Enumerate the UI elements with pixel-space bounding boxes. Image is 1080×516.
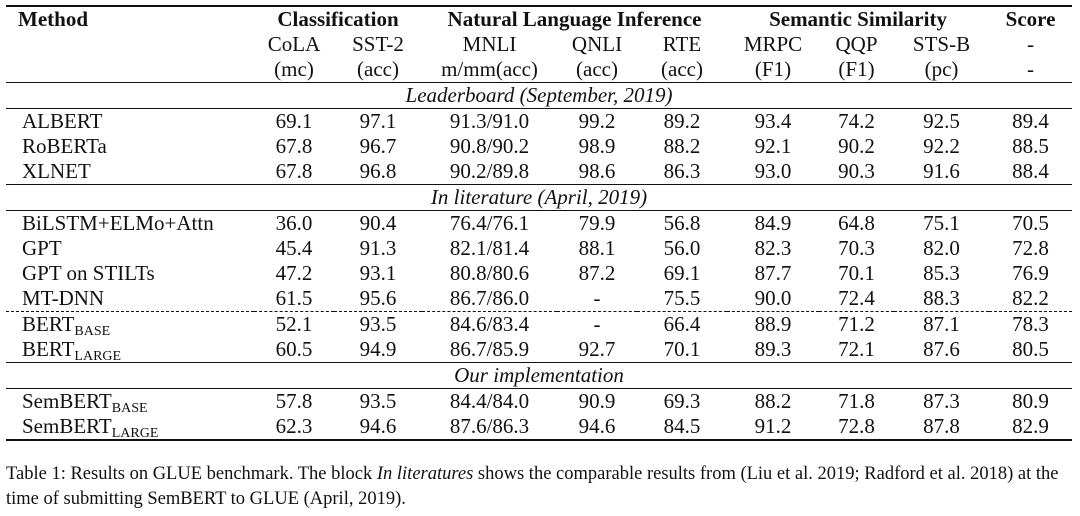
score-cell: 88.2	[663, 134, 701, 158]
semantic-similarity-header: Semantic Similarity	[727, 6, 989, 32]
table-row	[6, 236, 1072, 261]
score-cell: 88.5	[1012, 134, 1049, 158]
score-cell: 87.8	[894, 414, 989, 440]
score-cell: 82.1/81.4	[449, 236, 530, 260]
table-row	[6, 109, 1072, 135]
score-cell: 92.2	[923, 134, 960, 158]
score-cell: 70.1	[838, 261, 875, 285]
method-name-cell	[6, 414, 254, 440]
score-cell: 93.5	[334, 389, 422, 415]
method-name: MT-DNN	[22, 286, 105, 310]
score-cell: 66.4	[637, 312, 727, 338]
method-name-cell	[6, 236, 254, 261]
header-group-row	[6, 6, 1072, 32]
section-leaderboard: Leaderboard (September, 2019)	[6, 83, 1072, 109]
score-cell: 90.2/89.8	[449, 159, 530, 183]
task-sst2: SST-2	[352, 32, 404, 56]
score-cell: 93.1	[359, 261, 397, 285]
score-cell: 90.0	[754, 286, 792, 310]
method-name: SemBERT	[22, 414, 112, 438]
score-cell: 80.8/80.6	[449, 261, 530, 285]
score-cell: 91.6	[923, 159, 960, 183]
score-cell: 84.4/84.0	[422, 389, 557, 415]
score-cell: 82.9	[989, 414, 1072, 440]
score-cell: 86.3	[663, 159, 701, 183]
score-cell: 87.7	[754, 261, 792, 285]
table-row	[6, 337, 1072, 363]
score-cell: 72.8	[1012, 236, 1049, 260]
method-name-cell	[6, 159, 254, 185]
metric-rte: (acc)	[661, 57, 703, 81]
metric-qqp: (F1)	[838, 57, 875, 81]
method-name-cell	[6, 312, 254, 338]
task-score: -	[1027, 32, 1035, 56]
method-name-cell	[6, 109, 254, 135]
score-cell: 84.6/83.4	[422, 312, 557, 338]
score-cell: 93.4	[727, 109, 819, 135]
score-cell: 60.5	[275, 337, 313, 361]
score-cell: 74.2	[819, 109, 894, 135]
task-mrpc: MRPC	[743, 32, 803, 56]
score-cell: 57.8	[254, 389, 334, 415]
method-name: GPT	[22, 236, 62, 260]
table-row	[6, 286, 1072, 312]
table-row	[6, 261, 1072, 286]
model-size-subscript: LARGE	[111, 426, 159, 441]
header-task-row	[6, 32, 1072, 57]
metric-stsb: (pc)	[924, 57, 959, 81]
score-cell: 87.6	[923, 337, 960, 361]
score-cell: 82.2	[1012, 286, 1049, 310]
score-cell: 72.4	[838, 286, 875, 310]
caption-text: Table 1: Results on GLUE benchmark. The block	[6, 464, 377, 484]
score-cell: 95.6	[359, 286, 397, 310]
score-cell: 56.0	[663, 236, 701, 260]
score-cell: 70.3	[838, 236, 875, 260]
score-cell: 76.4/76.1	[422, 211, 557, 237]
score-cell: 62.3	[254, 414, 334, 440]
model-size-subscript: BASE	[111, 401, 148, 416]
score-cell: -	[593, 286, 601, 310]
task-qqp: QQP	[835, 32, 878, 56]
score-cell: 88.3	[923, 286, 960, 310]
score-cell: 70.1	[663, 337, 701, 361]
score-cell: 56.8	[637, 211, 727, 237]
score-cell: 72.8	[819, 414, 894, 440]
section-row	[6, 83, 1072, 109]
score-cell: 79.9	[557, 211, 637, 237]
score-cell: 47.2	[275, 261, 313, 285]
score-cell: 80.9	[989, 389, 1072, 415]
section-row	[6, 363, 1072, 389]
score-cell: 67.8	[275, 134, 313, 158]
score-cell: 98.6	[578, 159, 616, 183]
score-cell: 92.7	[578, 337, 616, 361]
table-caption	[6, 462, 1076, 512]
score-cell: 99.2	[557, 109, 637, 135]
method-header: Method	[6, 6, 254, 32]
method-name-cell	[6, 286, 254, 312]
header-metric-row	[6, 57, 1072, 83]
score-cell: 89.2	[637, 109, 727, 135]
score-cell: 36.0	[254, 211, 334, 237]
method-name: GPT on STILTs	[22, 261, 155, 285]
score-cell: 87.1	[894, 312, 989, 338]
metric-mrpc: (F1)	[754, 57, 792, 81]
table-row	[6, 312, 1072, 338]
method-name: ALBERT	[22, 109, 103, 133]
table-row	[6, 159, 1072, 185]
method-name-cell	[6, 211, 254, 237]
table-row	[6, 414, 1072, 440]
metric-qnli: (acc)	[576, 57, 618, 81]
score-cell: 91.2	[727, 414, 819, 440]
score-cell: 78.3	[989, 312, 1072, 338]
method-name: RoBERTa	[22, 134, 107, 158]
score-cell: 93.5	[334, 312, 422, 338]
table-row	[6, 389, 1072, 415]
score-cell: 87.6/86.3	[422, 414, 557, 440]
classification-header: Classification	[254, 6, 422, 32]
method-name-cell	[6, 389, 254, 415]
score-cell: 87.3	[894, 389, 989, 415]
score-cell: 67.8	[275, 159, 313, 183]
nli-header: Natural Language Inference	[422, 6, 727, 32]
method-name: SemBERT	[22, 389, 112, 413]
score-cell: 69.1	[254, 109, 334, 135]
score-cell: 94.6	[557, 414, 637, 440]
score-cell: 88.2	[727, 389, 819, 415]
score-cell: 87.2	[578, 261, 616, 285]
score-cell: 84.5	[637, 414, 727, 440]
score-cell: 90.4	[334, 211, 422, 237]
score-cell: 69.1	[663, 261, 701, 285]
score-cell: 89.4	[989, 109, 1072, 135]
score-cell: 70.5	[989, 211, 1072, 237]
task-stsb: STS-B	[912, 32, 971, 56]
score-cell: 69.3	[637, 389, 727, 415]
score-cell: 75.5	[663, 286, 701, 310]
metric-score: -	[1027, 57, 1035, 81]
score-cell: 71.2	[819, 312, 894, 338]
score-cell: 86.7/86.0	[449, 286, 530, 310]
score-cell: 71.8	[819, 389, 894, 415]
score-cell: 88.1	[578, 236, 616, 260]
score-cell: 96.8	[359, 159, 397, 183]
score-cell: 86.7/85.9	[449, 337, 530, 361]
score-cell: 82.0	[923, 236, 960, 260]
score-cell: 92.1	[754, 134, 792, 158]
task-rte: RTE	[662, 32, 702, 56]
score-cell: 61.5	[275, 286, 313, 310]
score-cell: 94.9	[359, 337, 397, 361]
score-cell: 45.4	[275, 236, 313, 260]
section-row	[6, 185, 1072, 211]
score-cell: 94.6	[334, 414, 422, 440]
score-cell: 80.5	[1012, 337, 1049, 361]
table-row	[6, 134, 1072, 159]
method-name-cell	[6, 261, 254, 286]
score-cell: 93.0	[754, 159, 792, 183]
model-size-subscript: BASE	[74, 324, 111, 339]
method-name: BiLSTM+ELMo+Attn	[22, 211, 214, 235]
metric-cola: (mc)	[274, 57, 314, 81]
score-cell: 90.9	[557, 389, 637, 415]
score-header: Score	[989, 6, 1072, 32]
task-cola: CoLA	[267, 32, 321, 56]
score-cell: 98.9	[578, 134, 616, 158]
section-ours: Our implementation	[6, 363, 1072, 389]
method-name: BERT	[22, 312, 75, 336]
score-cell: 90.8/90.2	[449, 134, 530, 158]
task-mnli: MNLI	[462, 32, 517, 56]
score-cell: 90.2	[838, 134, 875, 158]
metric-sst2: (acc)	[357, 57, 399, 81]
score-cell: 91.3/91.0	[422, 109, 557, 135]
score-cell: 82.3	[754, 236, 792, 260]
caption-text-rest: shows the comparable results from (Liu et al. 2019; Radford et al. 2018) at the time of submitting SemBERT to GLUE (April, 2019).	[6, 464, 1059, 509]
score-cell: 85.3	[923, 261, 960, 285]
method-name: XLNET	[22, 159, 91, 183]
score-cell: 88.9	[727, 312, 819, 338]
method-name-cell	[6, 134, 254, 159]
score-cell: 92.5	[894, 109, 989, 135]
score-cell: -	[557, 312, 637, 338]
score-cell: 97.1	[334, 109, 422, 135]
caption-emphasis: In literatures	[376, 464, 474, 484]
score-cell: 75.1	[894, 211, 989, 237]
score-cell: 96.7	[359, 134, 397, 158]
score-cell: 72.1	[838, 337, 875, 361]
score-cell: 64.8	[819, 211, 894, 237]
metric-mnli: m/mm(acc)	[441, 57, 538, 81]
method-name-cell	[6, 337, 254, 363]
score-cell: 84.9	[727, 211, 819, 237]
score-cell: 52.1	[254, 312, 334, 338]
section-literature: In literature (April, 2019)	[6, 185, 1072, 211]
score-cell: 88.4	[1012, 159, 1049, 183]
method-name: BERT	[22, 337, 75, 361]
table-row	[6, 211, 1072, 237]
score-cell: 89.3	[754, 337, 792, 361]
score-cell: 91.3	[359, 236, 397, 260]
score-cell: 90.3	[838, 159, 875, 183]
task-qnli: QNLI	[571, 32, 623, 56]
score-cell: 76.9	[1012, 261, 1049, 285]
model-size-subscript: LARGE	[74, 349, 122, 364]
glue-results-table	[6, 5, 1072, 441]
